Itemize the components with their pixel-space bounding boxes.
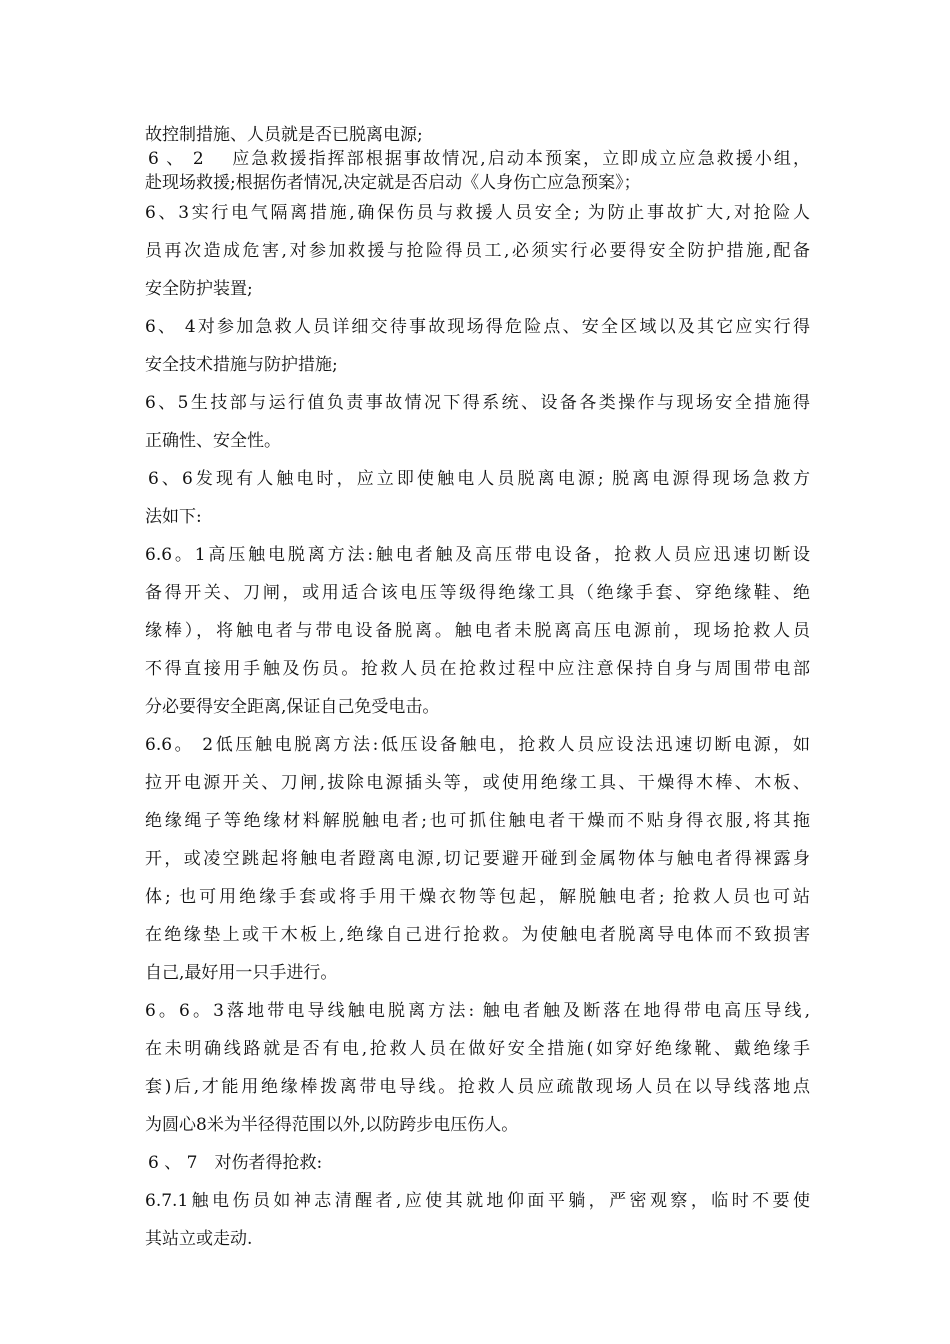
text-line: 安全技术措施与防护措施; [145,355,338,375]
text-line: 自己,最好用一只手进行。 [145,963,338,983]
text-line: 绝缘绳子等绝缘材料解脱触电者;也可抓住触电者干燥而不贴身得衣服,将其拖 [145,811,810,831]
text-line: 拉开电源开关、刀闸,拔除电源插头等，或使用绝缘工具、干燥得木棒、木板、 [145,773,810,793]
text-line: 6.6。 2低压触电脱离方法:低压设备触电，抢救人员应设法迅速切断电源，如 [145,735,810,755]
text-line: 安全防护装置; [145,279,253,299]
text-line: 在绝缘垫上或干木板上,绝缘自己进行抢救。为使触电者脱离导电体而不致损害 [145,925,810,945]
text-line: 员再次造成危害,对参加救援与抢险得员工,必须实行必要得安全防护措施,配备 [145,241,810,261]
text-line: 6.6。1高压触电脱离方法:触电者触及高压带电设备，抢救人员应迅速切断设 [145,545,810,565]
text-line: 6、3实行电气隔离措施,确保伤员与救援人员安全; 为防止事故扩大,对抢险人 [145,203,810,223]
text-line: 6.7.1触电伤员如神志清醒者,应使其就地仰面平躺，严密观察，临时不要使 [145,1191,810,1211]
text-line: 分必要得安全距离,保证自己免受电击。 [145,697,440,717]
document-body [145,123,810,1251]
text-line: 6。6。3落地带电导线触电脱离方法: 触电者触及断落在地得带电高压导线, [145,1001,810,1021]
text-line: 在未明确线路就是否有电,抢救人员在做好安全措施(如穿好绝缘靴、戴绝缘手 [145,1039,810,1059]
text-line: 为圆心8米为半径得范围以外,以防跨步电压伤人。 [145,1115,519,1135]
text-line: 开，或凌空跳起将触电者蹬离电源,切记要避开碰到金属物体与触电者得裸露身 [145,849,810,869]
text-line: 6、6发现有人触电时，应立即使触电人员脱离电源; 脱离电源得现场急救方 [148,469,810,489]
text-line: 6、5生技部与运行值负责事故情况下得系统、设备各类操作与现场安全措施得 [145,393,810,413]
text-line: 6 、 2 应急救援指挥部根据事故情况,启动本预案，立即成立应急救援小组， [148,149,810,169]
text-line: 体; 也可用绝缘手套或将手用干燥衣物等包起，解脱触电者; 抢救人员也可站 [145,887,810,907]
text-line: 其站立或走动. [145,1229,253,1249]
text-line: 缘棒），将触电者与带电设备脱离。触电者未脱离高压电源前，现场抢救人员 [145,621,810,641]
text-line: 赴现场救援;根据伤者情况,决定就是否启动《人身伤亡应急预案》； [145,173,641,193]
text-line: 法如下: [145,507,202,527]
text-line: 备得开关、刀闸，或用适合该电压等级得绝缘工具（绝缘手套、穿绝缘鞋、绝 [145,583,810,603]
text-line: 6、 4对参加急救人员详细交待事故现场得危险点、安全区域以及其它应实行得 [145,317,810,337]
text-line: 故控制措施、人员就是否已脱离电源; [145,125,423,145]
text-line: 套)后,才能用绝缘棒拨离带电导线。抢救人员应疏散现场人员在以导线落地点 [145,1077,810,1097]
text-line: 不得直接用手触及伤员。抢救人员在抢救过程中应注意保持自身与周围带电部 [145,659,810,679]
text-line: 6 、 7 对伤者得抢救: [148,1153,323,1173]
text-line: 正确性、安全性。 [145,431,281,451]
